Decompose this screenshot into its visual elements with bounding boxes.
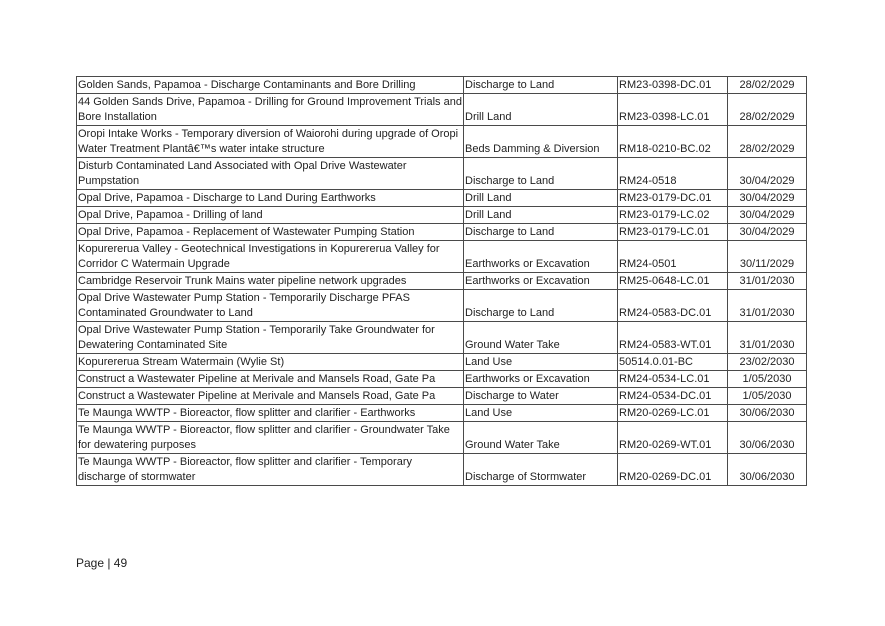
description-cell: Te Maunga WWTP - Bioreactor, flow splitter and clarifier - Groundwater Take for dewatering purposes — [77, 422, 464, 454]
activity-type-cell: Earthworks or Excavation — [464, 273, 618, 290]
description-cell: Construct a Wastewater Pipeline at Merivale and Mansels Road, Gate Pa — [77, 371, 464, 388]
expiry-date-cell: 30/04/2029 — [728, 207, 807, 224]
table-row — [77, 273, 807, 290]
description-cell: Opal Drive, Papamoa - Replacement of Wastewater Pumping Station — [77, 224, 464, 241]
table-row — [77, 354, 807, 371]
table-row — [77, 290, 807, 322]
consent-table-body — [77, 77, 807, 486]
description-cell: 44 Golden Sands Drive, Papamoa - Drilling for Ground Improvement Trials and Bore Installation — [77, 94, 464, 126]
activity-type-cell: Earthworks or Excavation — [464, 241, 618, 273]
table-row — [77, 207, 807, 224]
description-cell: Opal Drive Wastewater Pump Station - Temporarily Take Groundwater for Dewatering Contaminated Site — [77, 322, 464, 354]
table-row — [77, 241, 807, 273]
description-cell: Oropi Intake Works - Temporary diversion of Waiorohi during upgrade of Oropi Water Treatment Plantâ€™s water intake structure — [77, 126, 464, 158]
table-row — [77, 422, 807, 454]
consent-ref-cell: RM23-0398-LC.01 — [618, 94, 728, 126]
description-cell: Opal Drive Wastewater Pump Station - Temporarily Discharge PFAS Contaminated Groundwater to Land — [77, 290, 464, 322]
description-cell: Kopurererua Valley - Geotechnical Investigations in Kopurererua Valley for Corridor C Watermain Upgrade — [77, 241, 464, 273]
expiry-date-cell: 31/01/2030 — [728, 290, 807, 322]
expiry-date-cell: 28/02/2029 — [728, 94, 807, 126]
expiry-date-cell: 30/06/2030 — [728, 454, 807, 486]
page-number: Page | 49 — [76, 556, 128, 570]
activity-type-cell: Earthworks or Excavation — [464, 371, 618, 388]
expiry-date-cell: 28/02/2029 — [728, 77, 807, 94]
consent-ref-cell: RM23-0179-DC.01 — [618, 190, 728, 207]
expiry-date-cell: 31/01/2030 — [728, 273, 807, 290]
description-cell: Opal Drive, Papamoa - Discharge to Land During Earthworks — [77, 190, 464, 207]
activity-type-cell: Discharge to Water — [464, 388, 618, 405]
consent-ref-cell: RM24-0518 — [618, 158, 728, 190]
consent-ref-cell: RM20-0269-DC.01 — [618, 454, 728, 486]
activity-type-cell: Land Use — [464, 354, 618, 371]
consent-ref-cell: RM23-0398-DC.01 — [618, 77, 728, 94]
description-cell: Construct a Wastewater Pipeline at Merivale and Mansels Road, Gate Pa — [77, 388, 464, 405]
consent-ref-cell: RM20-0269-LC.01 — [618, 405, 728, 422]
expiry-date-cell: 31/01/2030 — [728, 322, 807, 354]
consent-ref-cell: RM24-0583-WT.01 — [618, 322, 728, 354]
table-row — [77, 158, 807, 190]
consent-ref-cell: RM24-0534-LC.01 — [618, 371, 728, 388]
consent-ref-cell: RM24-0583-DC.01 — [618, 290, 728, 322]
table-row — [77, 224, 807, 241]
description-cell: Te Maunga WWTP - Bioreactor, flow splitter and clarifier - Earthworks — [77, 405, 464, 422]
description-cell: Disturb Contaminated Land Associated with Opal Drive Wastewater Pumpstation — [77, 158, 464, 190]
expiry-date-cell: 30/04/2029 — [728, 190, 807, 207]
table-row — [77, 190, 807, 207]
activity-type-cell: Discharge to Land — [464, 290, 618, 322]
activity-type-cell: Discharge of Stormwater — [464, 454, 618, 486]
activity-type-cell: Drill Land — [464, 207, 618, 224]
consent-ref-cell: RM25-0648-LC.01 — [618, 273, 728, 290]
activity-type-cell: Land Use — [464, 405, 618, 422]
expiry-date-cell: 30/04/2029 — [728, 224, 807, 241]
consent-ref-cell: RM18-0210-BC.02 — [618, 126, 728, 158]
description-cell: Cambridge Reservoir Trunk Mains water pipeline network upgrades — [77, 273, 464, 290]
consent-ref-cell: RM23-0179-LC.01 — [618, 224, 728, 241]
consent-ref-cell: RM23-0179-LC.02 — [618, 207, 728, 224]
activity-type-cell: Ground Water Take — [464, 322, 618, 354]
table-row — [77, 388, 807, 405]
consent-ref-cell: RM20-0269-WT.01 — [618, 422, 728, 454]
table-row — [77, 322, 807, 354]
consent-ref-cell: 50514.0.01-BC — [618, 354, 728, 371]
activity-type-cell: Discharge to Land — [464, 158, 618, 190]
expiry-date-cell: 28/02/2029 — [728, 126, 807, 158]
expiry-date-cell: 1/05/2030 — [728, 371, 807, 388]
description-cell: Opal Drive, Papamoa - Drilling of land — [77, 207, 464, 224]
activity-type-cell: Ground Water Take — [464, 422, 618, 454]
activity-type-cell: Beds Damming & Diversion — [464, 126, 618, 158]
description-cell: Golden Sands, Papamoa - Discharge Contaminants and Bore Drilling — [77, 77, 464, 94]
expiry-date-cell: 1/05/2030 — [728, 388, 807, 405]
table-row — [77, 94, 807, 126]
table-row — [77, 77, 807, 94]
description-cell: Te Maunga WWTP - Bioreactor, flow splitter and clarifier - Temporary discharge of stormwater — [77, 454, 464, 486]
table-row — [77, 126, 807, 158]
expiry-date-cell: 30/06/2030 — [728, 422, 807, 454]
expiry-date-cell: 30/04/2029 — [728, 158, 807, 190]
activity-type-cell: Drill Land — [464, 190, 618, 207]
consent-ref-cell: RM24-0534-DC.01 — [618, 388, 728, 405]
expiry-date-cell: 30/06/2030 — [728, 405, 807, 422]
expiry-date-cell: 30/11/2029 — [728, 241, 807, 273]
activity-type-cell: Discharge to Land — [464, 77, 618, 94]
consent-table — [76, 76, 807, 486]
description-cell: Kopurererua Stream Watermain (Wylie St) — [77, 354, 464, 371]
activity-type-cell: Drill Land — [464, 94, 618, 126]
table-row — [77, 405, 807, 422]
activity-type-cell: Discharge to Land — [464, 224, 618, 241]
table-row — [77, 371, 807, 388]
table-row — [77, 454, 807, 486]
expiry-date-cell: 23/02/2030 — [728, 354, 807, 371]
consent-ref-cell: RM24-0501 — [618, 241, 728, 273]
